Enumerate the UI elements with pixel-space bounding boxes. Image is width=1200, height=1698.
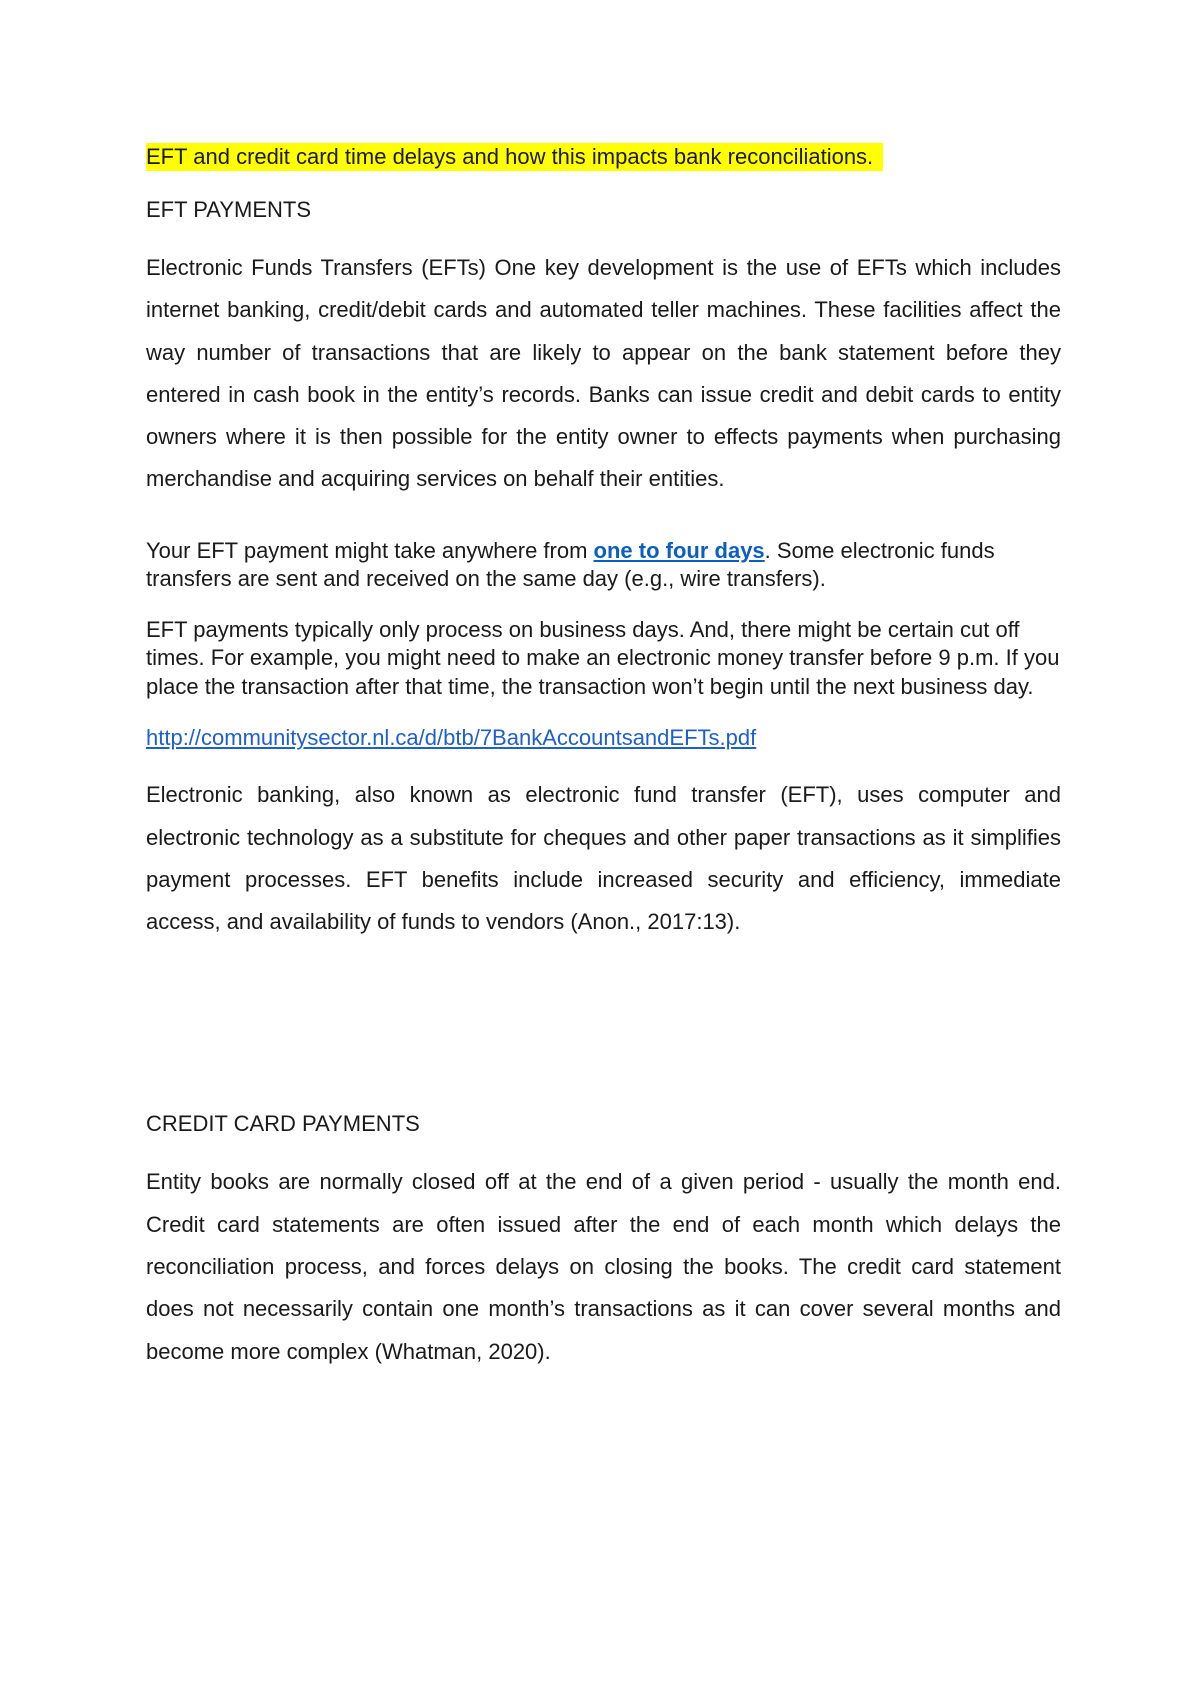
eft-cutoff-paragraph: EFT payments typically only process on business days. And, there might be certain cut off times. For example, you might need to make an electronic money transfer before 9 p.m. If you place the transaction after that time, the transaction won’t begin until the next business day.: [146, 616, 1060, 699]
source-link-line: [146, 723, 1061, 752]
eft-paragraph: Electronic Funds Transfers (EFTs) One key development is the use of EFTs which includes internet banking, credit/debit cards and automated teller machines. These facilities affect the way number of transactions that are likely to appear on the bank statement before they entered in cash book in the entity’s records. Banks can issue credit and debit cards to entity owners where it is then possible for the entity owner to effects payments when purchasing merchandise and acquiring services on behalf their entities.: [146, 255, 1061, 492]
document-title: [146, 142, 1061, 171]
electronic-banking-paragraph: Electronic banking, also known as electronic fund transfer (EFT), uses computer and electronic technology as a substitute for cheques and other paper transactions as it simplifies payment processes. EFT benefits include increased security and efficiency, immediate access, and availability of funds to vendors (Anon., 2017:13).: [146, 782, 1061, 935]
source-pdf-link[interactable]: http://communitysector.nl.ca/d/btb/7BankAccountsandEFTs.pdf: [146, 725, 757, 751]
eft-payments-heading: EFT PAYMENTS: [146, 197, 312, 222]
title-highlight: EFT and credit card time delays and how this impacts bank reconciliations.: [146, 143, 883, 171]
timing-text-after: . Some electronic funds transfers are sent and received on the same day (e.g., wire transfers).: [146, 537, 995, 592]
credit-card-paragraph: Entity books are normally closed off at the end of a given period - usually the month end. Credit card statements are often issued after the end of each month which delays the reconciliation process, and forces delays on closing the books. The credit card statement does not necessarily contain one month’s transactions as it can cover several months and become more complex (Whatman, 2020).: [146, 1169, 1061, 1364]
timing-text-before: Your EFT payment might take anywhere from: [146, 537, 594, 563]
eft-timing-paragraph: [146, 537, 1061, 594]
document-page: [146, 142, 1061, 1373]
one-to-four-days-link[interactable]: one to four days: [593, 537, 765, 563]
credit-card-payments-heading: CREDIT CARD PAYMENTS: [146, 1111, 420, 1137]
